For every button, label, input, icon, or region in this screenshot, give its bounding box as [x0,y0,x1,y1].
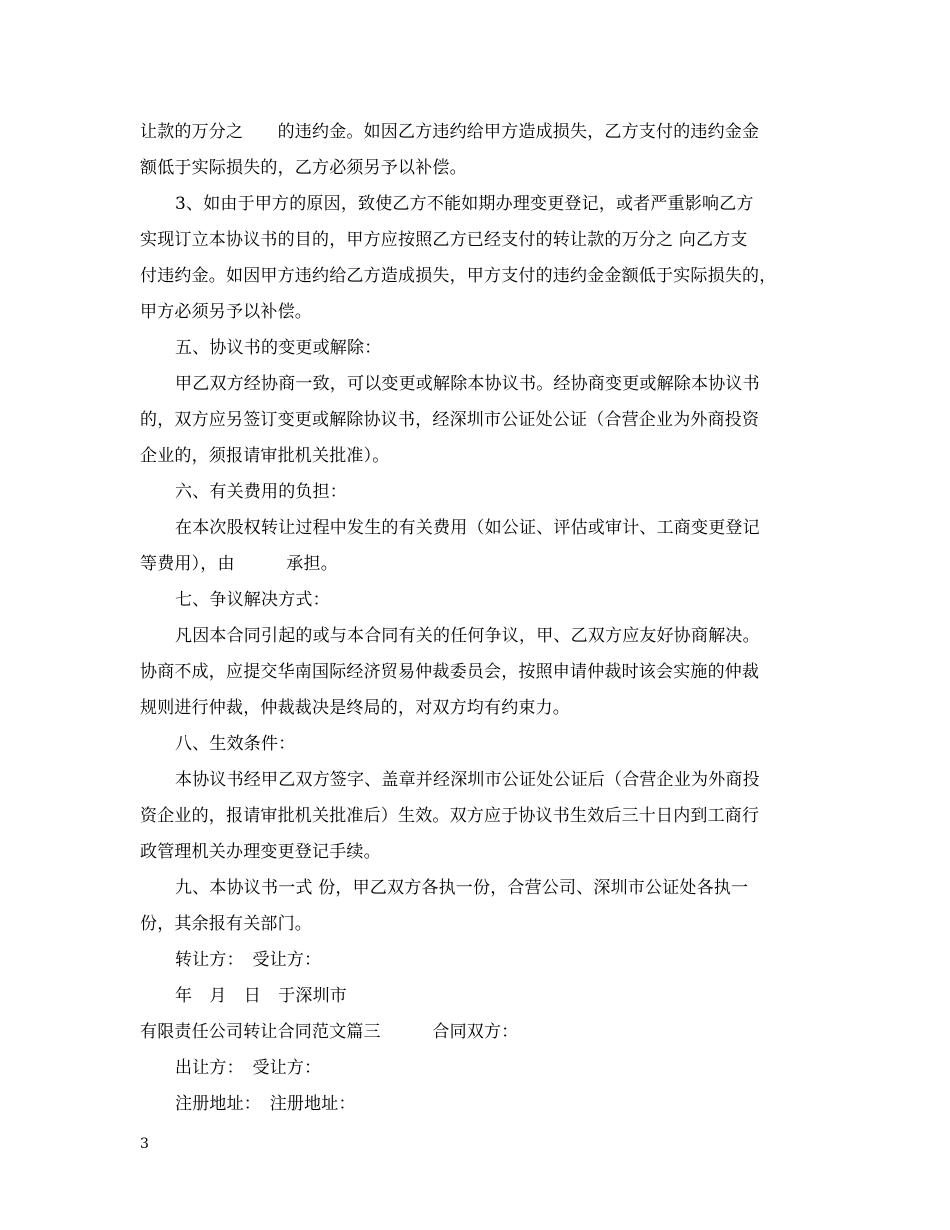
text-line: 在本次股权转让过程中发生的有关费用（如公证、评估或审计、工商变更登记 [175,518,760,538]
section-heading: 八、生效条件： [175,734,296,754]
text-line: 资企业的，报请审批机关批准后）生效。双方应于协议书生效后三十日内到工商行 [140,806,760,826]
document-body [140,114,830,1122]
text-line: 甲乙双方经协商一致，可以变更或解除本协议书。经协商变更或解除本协议书 [175,374,760,394]
page-number: 3 [140,1136,149,1152]
text-line: 企业的，须报请审批机关批准）。 [140,446,390,466]
text-line: 九、本协议书一式 份，甲乙双方各执一份，合营公司、深圳市公证处各执一 [175,878,749,898]
date-line: 年 月 日 于深圳市 [175,986,347,1006]
text-line: 甲方必须另予以补偿。 [140,302,312,322]
party-line: 出让方： 受让方： [175,1058,322,1078]
signature-line: 转让方： 受让方： [175,950,322,970]
section-heading: 七、争议解决方式： [175,590,330,610]
text-line: 份，其余报有关部门。 [140,914,312,934]
section-heading: 五、协议书的变更或解除： [175,338,382,358]
text-line: 凡因本合同引起的或与本合同有关的任何争议，甲、乙双方应友好协商解决。 [175,626,760,646]
address-line: 注册地址： 注册地址： [175,1094,356,1114]
section-heading: 六、有关费用的负担： [175,482,347,502]
text-line: 协商不成，应提交华南国际经济贸易仲裁委员会，按照申请仲裁时该会实施的仲裁 [140,662,760,682]
text-line: 等费用），由 承担。 [140,554,338,574]
text-line: 3、如由于甲方的原因，致使乙方不能如期办理变更登记，或者严重影响乙方 [175,194,754,214]
text-line: 规则进行仲裁，仲裁裁决是终局的，对双方均有约束力。 [140,698,570,718]
text-line: 付违约金。如因甲方违约给乙方造成损失，甲方支付的违约金金额低于实际损失的， [140,266,777,286]
text-line: 的，双方应另签订变更或解除协议书，经深圳市公证处公证（合营企业为外商投资 [140,410,760,430]
text-line: 额低于实际损失的，乙方必须另予以补偿。 [140,158,467,178]
document-title-line: 有限责任公司转让合同范文篇三 合同双方： [140,1022,519,1042]
text-line: 本协议书经甲乙双方签字、盖章并经深圳市公证处公证后（合营企业为外商投 [175,770,760,790]
text-line: 让款的万分之 的违约金。如因乙方违约给甲方造成损失，乙方支付的违约金金 [140,122,760,142]
text-line: 实现订立本协议书的目的，甲方应按照乙方已经支付的转让款的万分之 向乙方支 [140,230,748,250]
text-line: 政管理机关办理变更登记手续。 [140,842,381,862]
